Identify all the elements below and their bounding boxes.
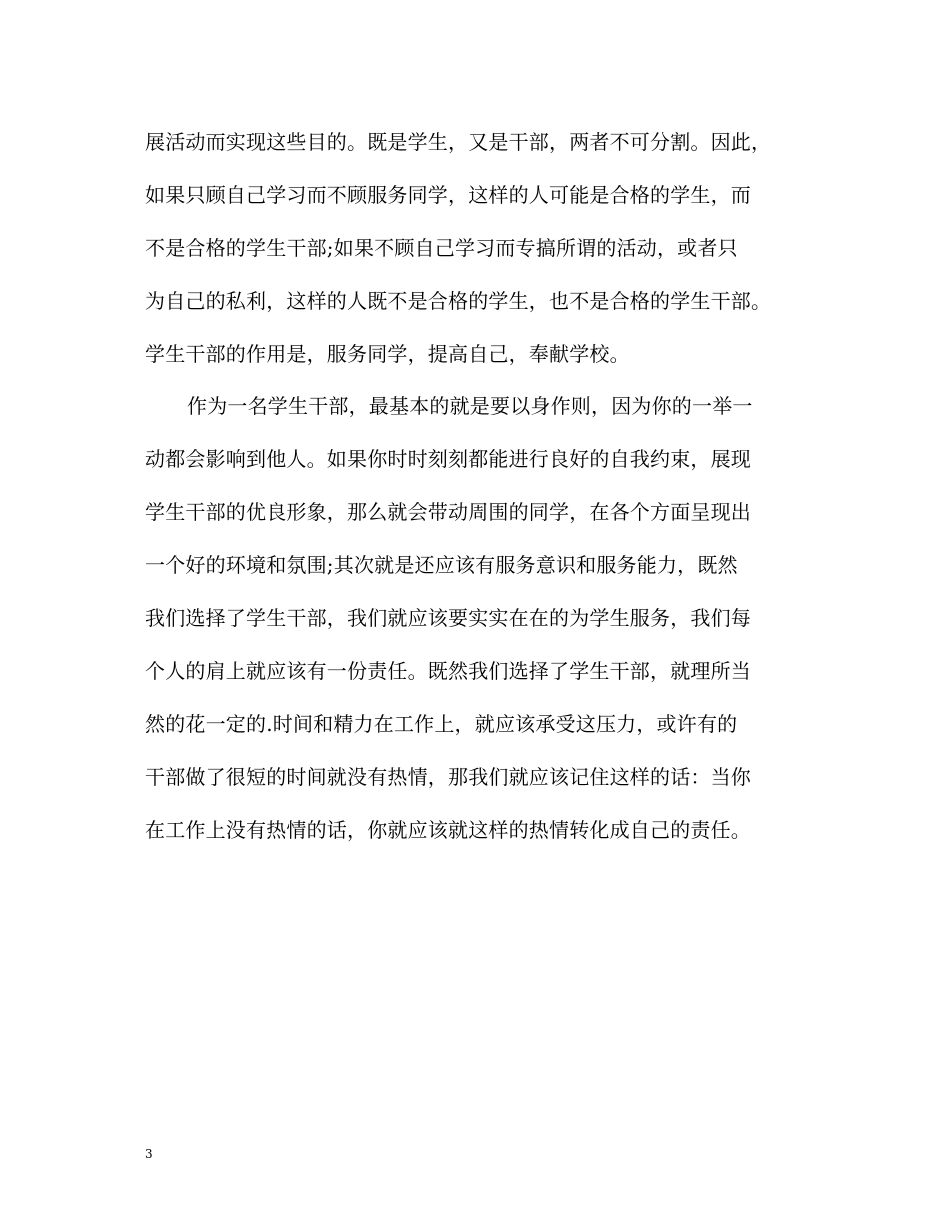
- text-line: 动都会影响到他人。如果你时时刻刻都能进行良好的自我约束，展现: [145, 447, 751, 472]
- text-line: 如果只顾自己学习而不顾服务同学，这样的人可能是合格的学生，而: [145, 182, 751, 207]
- text-line: 为自己的私利，这样的人既不是合格的学生，也不是合格的学生干部。: [145, 288, 772, 313]
- text-line: 个人的肩上就应该有一份责任。既然我们选择了学生干部，就理所当: [145, 658, 751, 683]
- text-line: 干部做了很短的时间就没有热情，那我们就应该记住这样的话：当你: [145, 764, 751, 789]
- text-line: 然的花一定的.时间和精力在工作上，就应该承受这压力，或许有的: [145, 711, 738, 736]
- text-line: 我们选择了学生干部，我们就应该要实实在在的为学生服务，我们每: [145, 606, 751, 631]
- text-line: 一个好的环境和氛围;其次就是还应该有服务意识和服务能力，既然: [145, 553, 738, 578]
- text-line: 学生干部的作用是，服务同学，提高自己，奉献学校。: [145, 341, 630, 366]
- body-text: [145, 125, 825, 865]
- text-line: 作为一名学生干部，最基本的就是要以身作则，因为你的一举一: [187, 394, 753, 419]
- text-line: 在工作上没有热情的话，你就应该就这样的热情转化成自己的责任。: [145, 817, 751, 842]
- page-number: 3: [145, 1147, 153, 1161]
- text-line: 展活动而实现这些目的。既是学生，又是干部，两者不可分割。因此，: [145, 130, 772, 154]
- text-line: 不是合格的学生干部;如果不顾自己学习而专搞所谓的活动，或者只: [145, 235, 738, 260]
- text-line: 学生干部的优良形象，那么就会带动周围的同学，在各个方面呈现出: [145, 500, 751, 525]
